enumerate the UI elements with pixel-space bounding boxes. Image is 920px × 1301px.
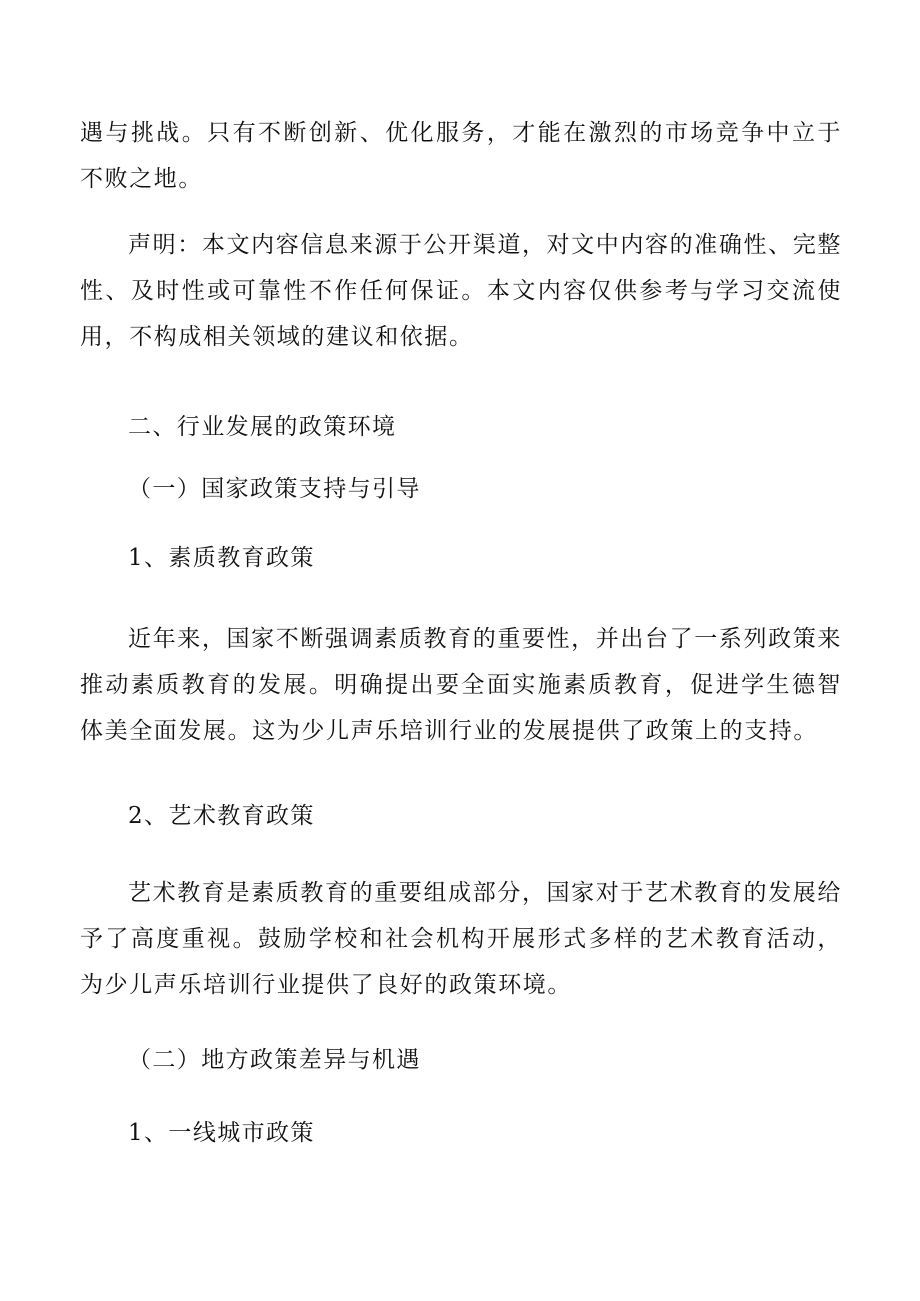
paragraph-art-education: 艺术教育是素质教育的重要组成部分，国家对于艺术教育的发展给予了高度重视。鼓励学校和社会机构开展形式多样的艺术教育活动，为少儿声乐培训行业提供了良好的政策环境。 bbox=[80, 880, 842, 998]
paragraph-quality-education: 近年来，国家不断强调素质教育的重要性，并出台了一系列政策来推动素质教育的发展。明确提出要全面实施素质教育，促进学生德智体美全面发展。这为少儿声乐培训行业的发展提供了政策上的支持。 bbox=[80, 626, 842, 744]
item-heading: 1、素质教育政策 bbox=[128, 545, 315, 571]
item-heading: 1、一线城市政策 bbox=[128, 1120, 315, 1146]
subsection-heading: （一）国家政策支持与引导 bbox=[128, 476, 421, 502]
subsection-heading: （二）地方政策差异与机遇 bbox=[128, 1047, 421, 1073]
section-heading: 二、行业发展的政策环境 bbox=[128, 414, 397, 440]
paragraph-disclaimer: 声明：本文内容信息来源于公开渠道，对文中内容的准确性、完整性、及时性或可靠性不作任何保证。本文内容仅供参考与学习交流使用，不构成相关领域的建议和依据。 bbox=[80, 232, 842, 350]
item-heading: 2、艺术教育政策 bbox=[128, 803, 315, 829]
paragraph-continuation: 遇与挑战。只有不断创新、优化服务，才能在激烈的市场竞争中立于不败之地。 bbox=[80, 120, 842, 192]
